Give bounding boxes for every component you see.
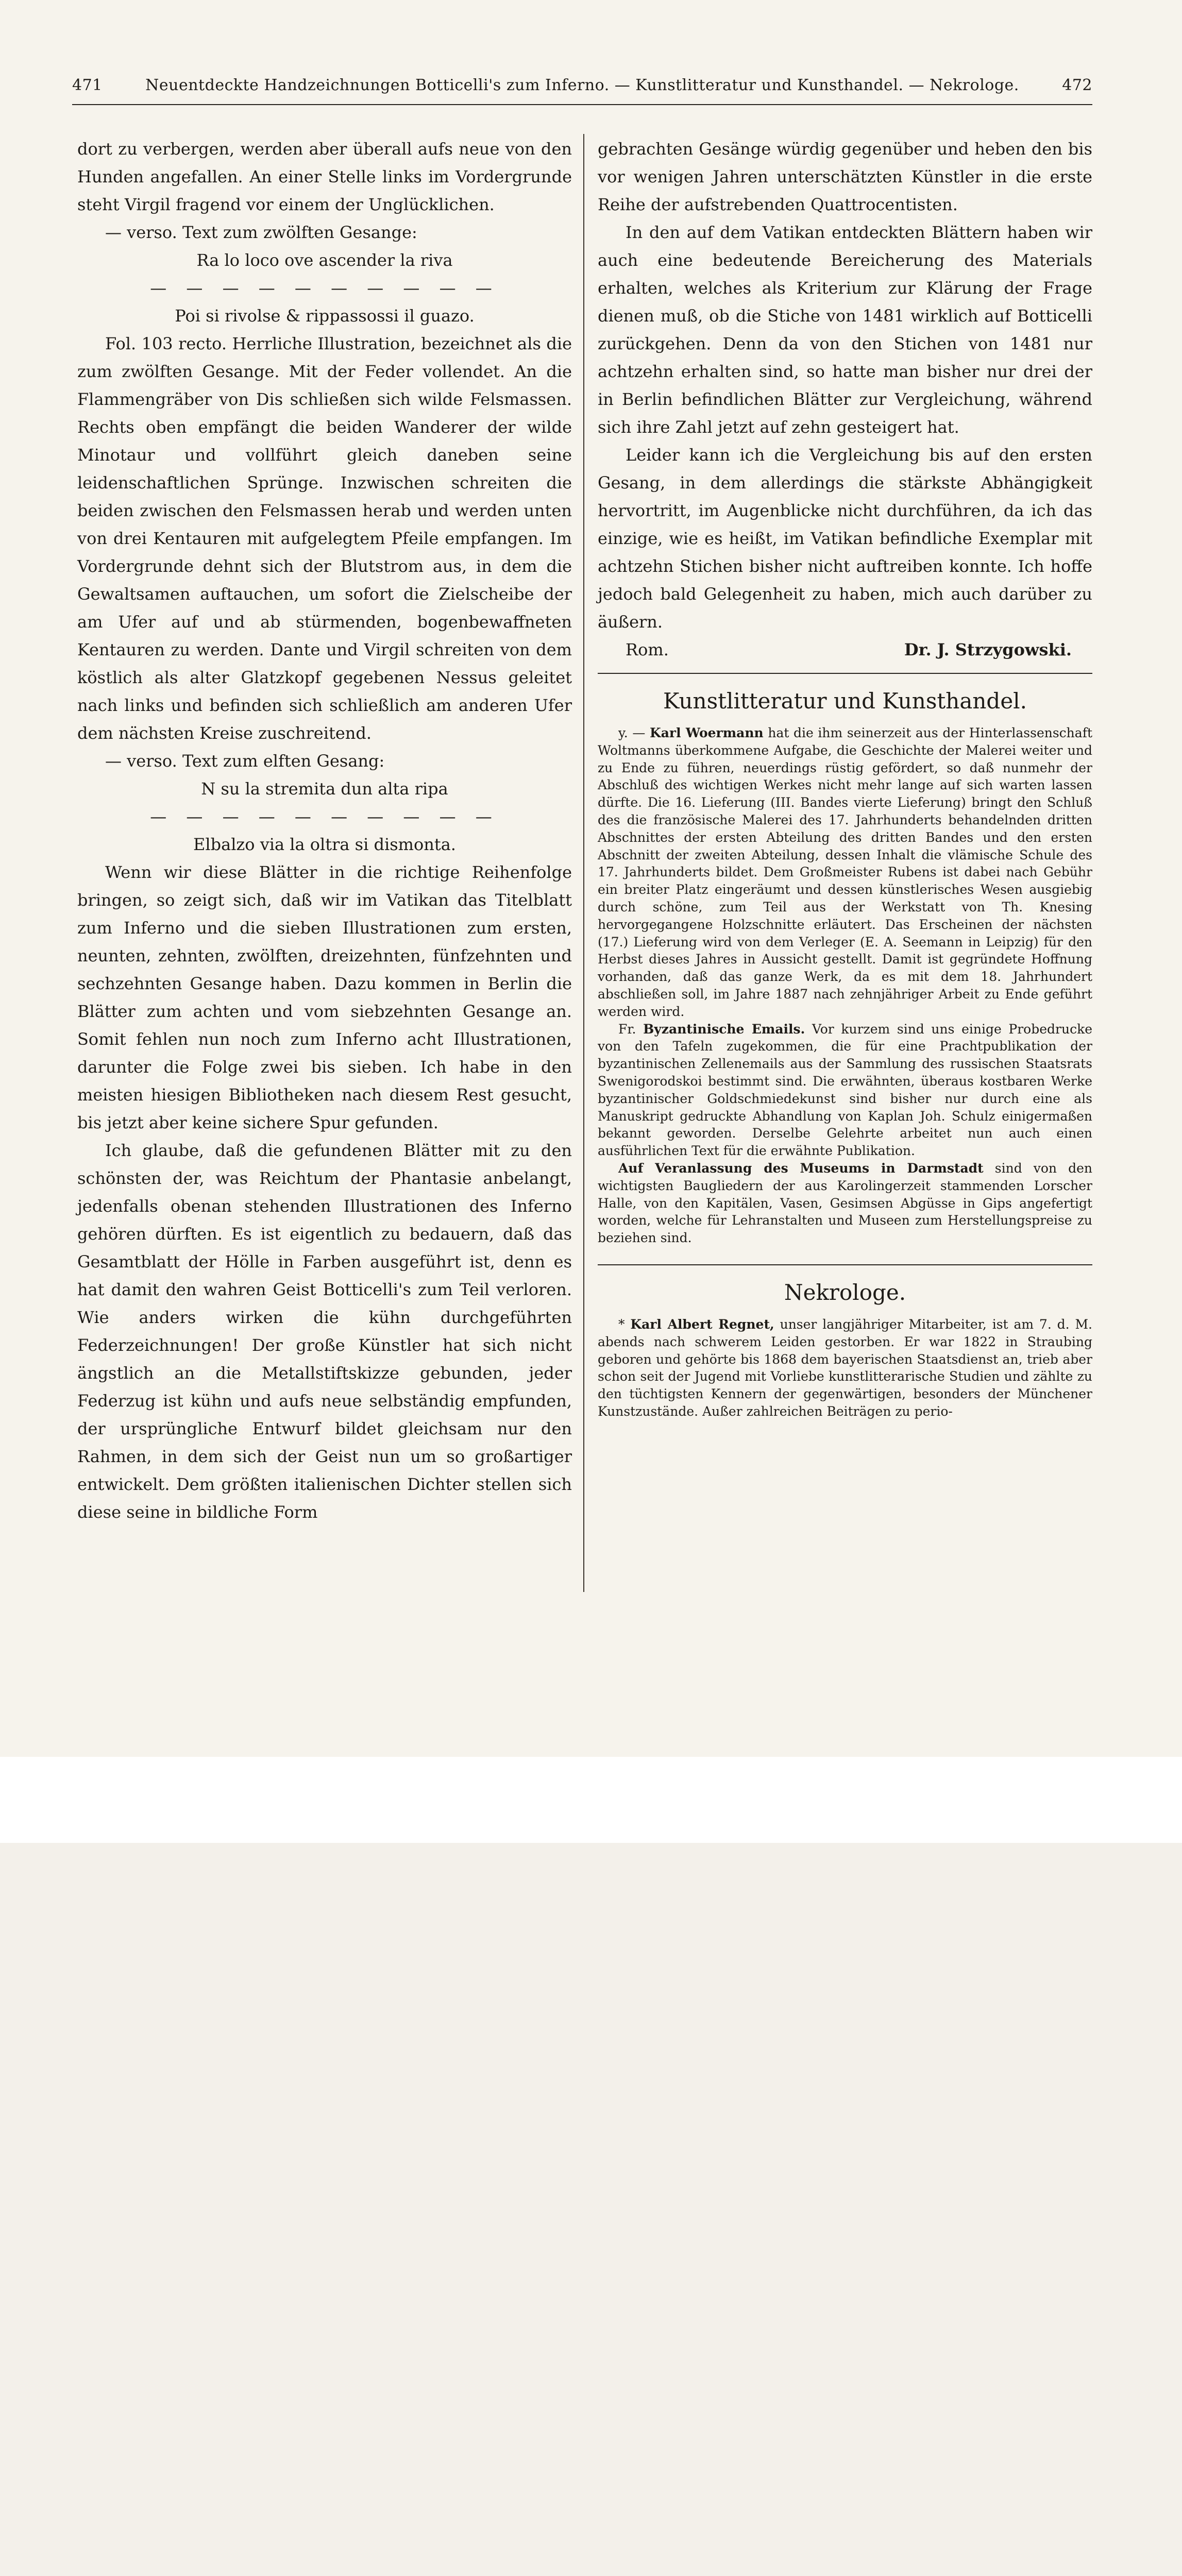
running-header xyxy=(72,76,1092,102)
item-text: Vor kurzem sind uns einige Probedrucke von den Tafeln zugekommen, die für eine Prachtpublikation der byzantinischen Zellenemails aus der Sammlung des russischen Staatsrats Swenigorodskoi bestimmt sind. Die erwähnten, überaus kostbaren Werke byzantinischer Goldschmiedekunst sind bisher nur durch eine als Manuskript gedruckte Abhandlung von Kaplan Joh. Schulz einigermaßen bekannt geworden. Derselbe Gelehrte arbeitet nun auch einen ausführlichen Text für die erwähnte Publikation. xyxy=(598,1021,1093,1159)
paragraph: Leider kann ich die Vergleichung bis auf den ersten Gesang, in dem allerdings die stärkste Abhängigkeit hervortritt, im Augenblicke nicht durchführen, da ich das einzige, wie es heißt, im Vatikan befindliche Exemplar mit achtzehn Stichen bisher nicht auftreiben konnte. Ich hoffe jedoch bald Gelegenheit zu haben, mich auch darüber zu äußern. xyxy=(598,445,1092,632)
author-signature: Dr. J. Strzygowski. xyxy=(904,640,1072,659)
item-signature: y. — xyxy=(618,725,646,740)
paragraph: gebrachten Gesänge würdig gegenüber und heben den bis vor wenigen Jahren unterschätzten Künstler in die erste Reihe der aufstrebenden Quattrocentisten. xyxy=(598,139,1092,214)
verse-line: Ra lo loco ove ascender la riva xyxy=(196,250,453,270)
item-subject: Byzantinische Emails. xyxy=(643,1021,805,1037)
ellipsis-dashes: — — — — — — — — — — xyxy=(150,278,499,298)
section-title: Nekrologe. xyxy=(784,1279,906,1305)
page-number-left: 471 xyxy=(72,76,103,94)
verse-line: Elbalzo via la oltra si dismonta. xyxy=(193,835,456,854)
news-item xyxy=(598,1160,1092,1247)
left-column xyxy=(77,135,572,1526)
obituary-text: unser langjähriger Mitarbeiter, ist am 7. d. M. abends nach schwerem Leiden gestorben. Er war 1822 in Straubing geboren und gehörte bis 1868 dem bayerischen Staatsdienst an, trieb aber schon seit der Jugend mit Vorliebe kunstlitterarische Studien und zählte zu den tüchtigsten Kennern der gegenwärtigen, besonders der Münchener Kunstzustände. Außer zahlreichen Beiträgen zu perio- xyxy=(598,1316,1093,1419)
paragraph: Fol. 103 recto. Herrliche Illustration, bezeichnet als die zum zwölften Gesange. Mit der Feder vollendet. An die Flammengräber von Dis schließen sich wilde Felsmassen. Rechts oben empfängt die beiden Wanderer der wilde Minotaur und vollführt gleich daneben seine leidenschaftlichen Sprünge. Inzwischen schreiten die beiden zwischen den Felsmassen herab und werden unten von drei Kentauren mit aufgelegtem Pfeile empfangen. Im Vordergrunde dehnt sich der Blutstrom aus, in dem die Gewaltsamen auftauchen, um sofort die Zielscheibe der am Ufer auf und ab stürmenden, bogenbewaffneten Kentauren zu werden. Dante und Virgil schreiten von dem köstlich als alter Glatzkopf gegebenen Nessus geleitet nach links und befinden sich schließlich am anderen Ufer dem nächsten Kreise zuschreitend. xyxy=(77,334,572,743)
obituary-item xyxy=(598,1316,1092,1420)
item-text: sind von den wichtigsten Baugliedern der aus Karolingerzeit stammenden Lorscher Halle, von den Kapitälen, Vasen, Gesimsen Abgüsse in Gips angefertigt worden, welche für Lehranstalten und Museen zum Herstellungspreise zu beziehen sind. xyxy=(598,1160,1092,1246)
page-number-right: 472 xyxy=(1062,76,1092,94)
paragraph: In den auf dem Vatikan entdeckten Blättern haben wir auch eine bedeutende Bereicherung des Materials erhalten, welches als Kriterium zur Klärung der Frage dienen muß, ob die Stiche von 1481 wirklich auf Botticelli zurückgehen. Denn da von den Stichen von 1481 nur achtzehn erhalten sind, so hatte man bisher nur drei der in Berlin befindlichen Blätter zur Vergleichung, während sich ihre Zahl jetzt auf zehn gesteigert hat. xyxy=(598,223,1092,437)
dateline-place: Rom. xyxy=(626,640,669,659)
paragraph: Ich glaube, daß die gefundenen Blätter mit zu den schönsten der, was Reichtum der Phantasie anbelangt, jedenfalls obenan stehenden Illustrationen des Inferno gehören dürften. Es ist eigentlich zu bedauern, daß das Gesamtblatt der Hölle in Farben ausgeführt ist, denn es hat damit den wahren Geist Botticelli's zum Teil verloren. Wie anders wirken die kühn durchgeführten Federzeichnungen! Der große Künstler hat sich nicht ängstlich an die Metallstiftskizze gebunden, jeder Federzug ist kühn und aufs neue selbständig empfunden, der ursprüngliche Entwurf bildet gleichsam nur den Rahmen, in dem sich der Geist nun um so großartiger entwickelt. Dem größten italienischen Dichter stellen sich diese seine in bildliche Form xyxy=(77,1141,572,1522)
news-item xyxy=(598,1021,1092,1160)
header-rule xyxy=(72,104,1092,105)
item-signature: Fr. xyxy=(618,1021,636,1037)
signature-line xyxy=(598,636,1092,664)
verso-label: — verso. Text zum elften Gesang: xyxy=(105,751,385,771)
verse-line: Poi si rivolse & rippassossi il guazo. xyxy=(175,306,475,326)
viewer-footer xyxy=(0,1757,1182,1843)
paragraph: dort zu verbergen, werden aber überall aufs neue von den Hunden angefallen. An einer Stelle links im Vordergrunde steht Virgil fragend vor einem der Unglücklichen. xyxy=(77,139,572,214)
paragraph: Wenn wir diese Blätter in die richtige Reihenfolge bringen, so zeigt sich, daß wir im Vatikan das Titelblatt zum Inferno und die sieben Illustrationen zum ersten, neunten, zehnten, zwölften, dreizehnten, fünfzehnten und sechzehnten Gesange haben. Dazu kommen in Berlin die Blätter zum achten und vom siebzehnten Gesange an. Somit fehlen nun noch zum Inferno acht Illustrationen, darunter die Folge zwei bis sieben. Ich habe in den meisten hiesigen Bibliotheken nach diesem Rest gesucht, bis jetzt aber keine sichere Spur gefunden. xyxy=(77,862,572,1132)
obituary-name: Karl Albert Regnet, xyxy=(630,1316,774,1332)
obituary-mark: * xyxy=(618,1316,625,1332)
item-subject: Auf Veranlassung des Museums in Darmstadt xyxy=(618,1160,984,1176)
column-divider xyxy=(583,134,584,1592)
header-title: Neuentdeckte Handzeichnungen Botticelli's zum Inferno. — Kunstlitteratur und Kunsthandel. — Nekrologe. xyxy=(145,76,1019,94)
verso-label: — verso. Text zum zwölften Gesange: xyxy=(105,223,417,242)
verse-line: N su la stremita dun alta ripa xyxy=(201,779,448,799)
right-column xyxy=(598,135,1092,1420)
ellipsis-dashes: — — — — — — — — — — xyxy=(150,807,499,826)
item-text: hat die ihm seinerzeit aus der Hinterlassenschaft Woltmanns überkommene Aufgabe, die Geschichte der Malerei weiter und zu Ende zu führen, neuerdings rüstig gefördert, so daß nunmehr der Abschluß des wichtigen Werkes nicht mehr lange auf sich warten lassen dürfte. Die 16. Lieferung (III. Bandes vierte Lieferung) bringt den Schluß des die französische Malerei des 17. Jahrhunderts behandelnden dritten Abschnittes der ersten Abteilung des dritten Bandes und den ersten Abschnitt der zweiten Abteilung, dessen Inhalt die vlämische Schule des 17. Jahrhunderts bildet. Dem Großmeister Rubens ist dabei nach Gebühr ein breiter Platz eingeräumt und dessen künstlerisches Wesen ausgiebig durch schöne, zum Teil aus der Werkstatt von Th. Knesing hervorgegangene Holzschnitte erläutert. Das Erscheinen der nächsten (17.) Lieferung wird von dem Verleger (E. A. Seemann in Leipzig) für den Herbst dieses Jahres in Aussicht gestellt. Damit ist gegründete Hoffnung vorhanden, daß das ganze Werk, da es mit dem 18. Jahrhundert abschließen soll, im Jahre 1887 nach zehnjähriger Arbeit zu Ende geführt werden wird. xyxy=(598,725,1092,1019)
section-title: Kunstlitteratur und Kunsthandel. xyxy=(663,688,1027,714)
item-subject: Karl Woermann xyxy=(649,725,764,740)
section-rule xyxy=(598,673,1092,674)
section-rule xyxy=(598,1264,1092,1265)
news-item xyxy=(598,724,1092,1021)
